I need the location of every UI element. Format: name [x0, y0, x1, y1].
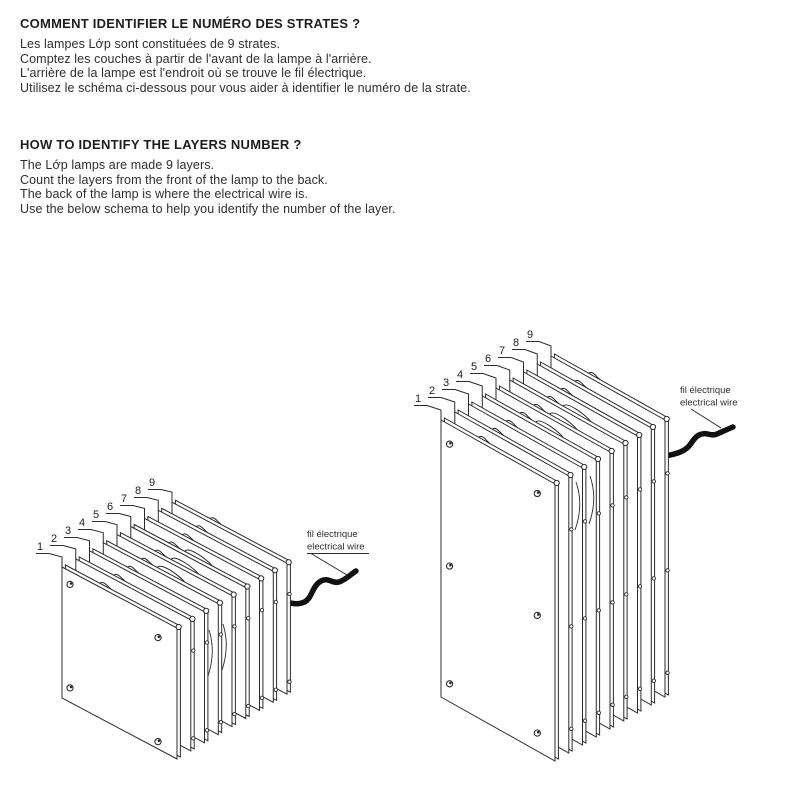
edge-screw-bump — [233, 625, 236, 628]
edge-screw-bump — [638, 687, 641, 690]
corner-ball — [245, 584, 250, 589]
edge-screw-bump — [597, 512, 600, 515]
screw-icon-detail — [537, 731, 540, 734]
edge-screw-bump — [260, 608, 263, 611]
edge-screw-bump — [666, 472, 669, 475]
edge-screw-bump — [219, 633, 222, 636]
corner-ball — [204, 608, 209, 613]
screw-icon-detail — [70, 582, 73, 585]
leader-line — [161, 490, 172, 503]
layer-number-label: 6 — [484, 353, 492, 365]
heading-english: HOW TO IDENTIFY THE LAYERS NUMBER ? — [20, 137, 302, 152]
leader-line — [77, 538, 90, 551]
edge-screw-bump — [192, 649, 195, 652]
edge-screw-bump — [583, 617, 586, 620]
corner-ball — [637, 432, 642, 437]
lamp-diagram-square — [36, 477, 369, 759]
wire-label-en: electrical wire — [307, 541, 365, 553]
edge-screw-bump — [233, 712, 236, 715]
leader-line — [119, 514, 131, 527]
leader-line — [63, 546, 76, 559]
corner-ball — [176, 624, 181, 629]
leader-line — [511, 358, 524, 373]
wire-label-en: electrical wire — [680, 397, 738, 409]
layer-number-label: 5 — [470, 361, 478, 373]
leader-line — [147, 498, 158, 511]
edge-screw-bump — [625, 593, 628, 596]
edge-screw-bump — [652, 679, 655, 682]
edge-screw-bump — [570, 528, 573, 531]
edge-screw-bump — [611, 601, 614, 604]
edge-screw-bump — [625, 496, 628, 499]
edge-screw-bump — [288, 680, 291, 683]
leader-line — [455, 390, 469, 405]
layer-number-label: 4 — [78, 517, 86, 529]
screw-icon-detail — [158, 740, 161, 743]
layer-number-label: 7 — [120, 493, 128, 505]
edge-screw-bump — [274, 600, 277, 603]
edge-screw-bump — [625, 695, 628, 698]
edge-screw-bump — [666, 671, 669, 674]
leader-line — [105, 522, 117, 535]
layer-number-label: 1 — [36, 541, 44, 553]
edge-screw-bump — [638, 488, 641, 491]
edge-screw-bump — [288, 592, 291, 595]
edge-screw-bump — [247, 617, 250, 620]
layer-number-label: 3 — [442, 377, 450, 389]
edge-screw-bump — [583, 520, 586, 523]
english-line-2: Count the layers from the front of the lamp to the back. — [20, 172, 328, 187]
heading-french: COMMENT IDENTIFIER LE NUMÉRO DES STRATES ? — [20, 16, 361, 31]
screw-icon-detail — [70, 686, 73, 689]
edge-screw-bump — [570, 727, 573, 730]
leader-line — [441, 398, 455, 413]
layer-number-label: 8 — [134, 485, 142, 497]
edge-screw-bump — [583, 719, 586, 722]
edge-screw-bump — [652, 577, 655, 580]
layer-number-label: 2 — [50, 533, 58, 545]
electrical-wire — [282, 571, 356, 604]
edge-screw-bump — [205, 641, 208, 644]
edge-screw-bump — [247, 704, 250, 707]
corner-ball — [609, 448, 614, 453]
layer-number-label: 3 — [64, 525, 72, 537]
screw-icon-detail — [449, 442, 452, 445]
edge-screw-bump — [205, 729, 208, 732]
leader-line — [525, 350, 537, 365]
edge-screw-bump — [666, 569, 669, 572]
edge-screw-bump — [260, 696, 263, 699]
edge-screw-bump — [274, 688, 277, 691]
corner-ball — [272, 568, 277, 573]
french-line-3: L'arrière de la lampe est l'endroit où se trouve le fil électrique. — [20, 66, 367, 81]
leader-line — [91, 530, 103, 543]
corner-ball — [554, 480, 559, 485]
leader-line — [49, 554, 62, 568]
edge-screw-bump — [638, 585, 641, 588]
leader-line — [133, 506, 145, 519]
layer-number-label: 9 — [148, 477, 156, 489]
layer-number-label: 4 — [456, 369, 464, 381]
corner-ball — [595, 456, 600, 461]
edge-screw-bump — [652, 480, 655, 483]
corner-ball — [568, 472, 573, 477]
screw-icon-detail — [537, 491, 540, 494]
layer-number-label: 2 — [428, 385, 436, 397]
french-line-2: Comptez les couches à partir de l'avant de la lampe à l'arrière. — [20, 51, 372, 66]
corner-ball — [650, 424, 655, 429]
edge-screw-bump — [570, 625, 573, 628]
layer-number-label: 8 — [512, 337, 520, 349]
layer-number-label: 5 — [92, 509, 100, 521]
leader-line — [469, 382, 482, 397]
corner-ball — [582, 464, 587, 469]
edge-screw-bump — [597, 609, 600, 612]
screw-icon-detail — [158, 635, 161, 638]
leader-line — [497, 366, 510, 381]
corner-ball — [664, 416, 669, 421]
layer-number-label: 9 — [526, 329, 534, 341]
screw-icon-detail — [449, 564, 452, 567]
lamp-diagram-tall — [414, 329, 738, 761]
layer-number-label: 6 — [106, 501, 114, 513]
corner-ball — [190, 616, 195, 621]
wire-label-fr: fil électrique — [680, 385, 731, 396]
edge-screw-bump — [611, 504, 614, 507]
corner-ball — [623, 440, 628, 445]
wire-label-fr: fil électrique — [307, 529, 358, 540]
edge-screw-bump — [219, 721, 222, 724]
layer-number-label: 7 — [498, 345, 506, 357]
edge-screw-bump — [611, 703, 614, 706]
leader-line — [539, 342, 551, 357]
screw-icon — [67, 685, 73, 691]
screw-icon-detail — [449, 682, 452, 685]
corner-ball — [231, 592, 236, 597]
french-line-4: Utilisez le schéma ci-dessous pour vous aider à identifier le numéro de la strate. — [20, 81, 471, 96]
screw-icon — [67, 581, 73, 587]
corner-ball — [259, 576, 264, 581]
english-line-1: The Lớp lamps are made 9 layers. — [20, 158, 215, 172]
layer-number-label: 1 — [414, 393, 422, 405]
screw-icon-detail — [537, 613, 540, 616]
english-line-3: The back of the lamp is where the electrical wire is. — [20, 187, 309, 202]
edge-screw-bump — [192, 737, 195, 740]
corner-ball — [217, 600, 222, 605]
wire-leader-line — [691, 409, 721, 428]
edge-screw-bump — [597, 711, 600, 714]
wire-leader-line — [311, 554, 347, 576]
leader-line — [427, 406, 441, 421]
corner-ball — [286, 560, 291, 565]
french-line-1: Les lampes Lớp sont constituées de 9 strates. — [20, 37, 281, 51]
english-line-4: Use the below schema to help you identify the number of the layer. — [20, 202, 396, 217]
leader-line — [483, 374, 496, 389]
